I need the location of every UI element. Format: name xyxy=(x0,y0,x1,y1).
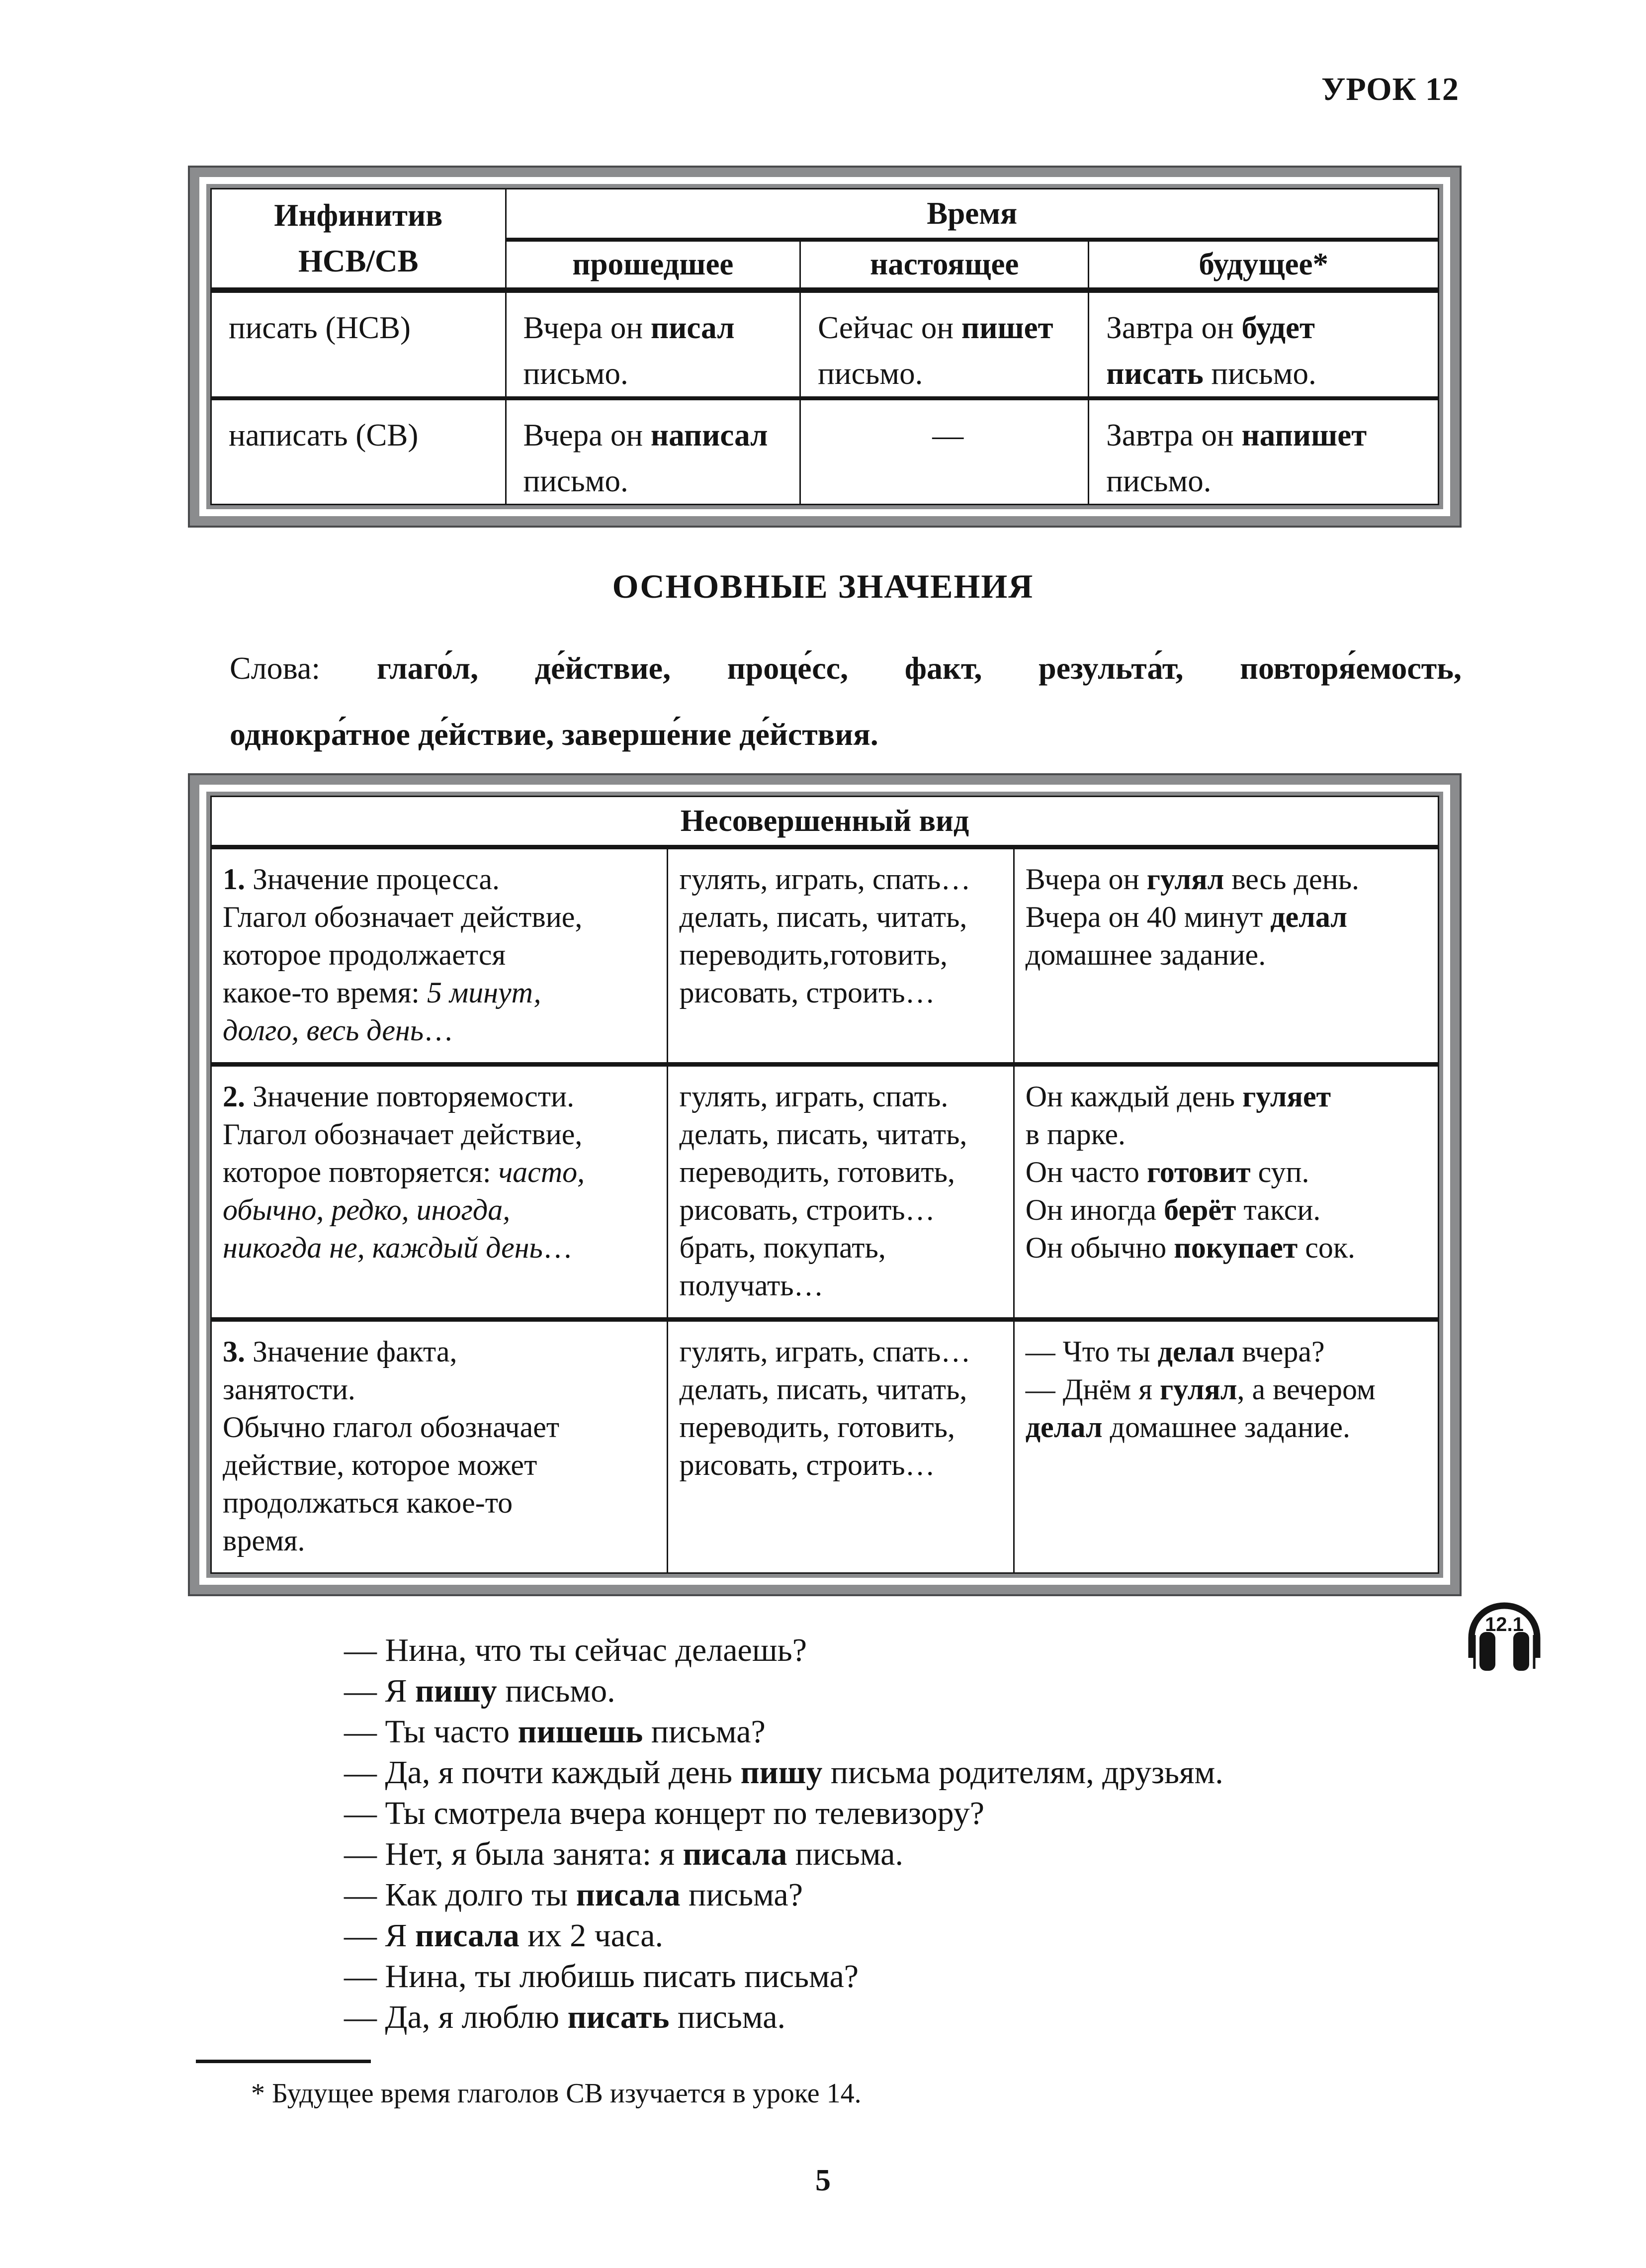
present-header-cell: настоящее xyxy=(800,240,1089,290)
dialogue-line: — Я писала их 2 часа. xyxy=(344,1917,663,1954)
aspect-table xyxy=(210,796,1439,1574)
key-words-line2: однокра́тное де́йствие, заверше́ние де́йствия. xyxy=(230,717,878,752)
dialogue-line: — Нина, ты любишь писать письма? xyxy=(344,1958,859,1995)
verbs-cell: гулять, играть, спать… делать, писать, читать, переводить,готовить, рисовать, строить… xyxy=(668,847,1014,1065)
table-row xyxy=(211,1065,1439,1320)
tense-table-frame xyxy=(188,166,1462,528)
present-cell: — xyxy=(800,398,1089,505)
section-heading: ОСНОВНЫЕ ЗНАЧЕНИЯ xyxy=(612,567,1034,605)
infinitive-header-line2: НСВ/СВ xyxy=(298,243,419,278)
past-cell: Вчера он написал письмо. xyxy=(506,398,800,505)
tense-table-frame-gap xyxy=(199,177,1450,516)
dialogue-line: — Я пишу письмо. xyxy=(344,1673,615,1709)
dialogue-line: — Нет, я была занята: я писала письма. xyxy=(344,1836,903,1872)
examples-cell: Вчера он гулял весь день. Вчера он 40 минут делал домашнее задание. xyxy=(1014,847,1438,1065)
dialogue-block xyxy=(344,1630,1487,2038)
key-words-line1: Слова: глаго́л, де́йствие, проце́сс, факт, результа́т, повторя́емость, xyxy=(230,650,1462,686)
aspect-table-frame-gray xyxy=(190,775,1460,1594)
verbs-cell: гулять, играть, спать… делать, писать, читать, переводить, готовить, рисовать, строить… xyxy=(668,1320,1014,1573)
infinitive-header-line1: Инфинитив xyxy=(274,198,443,233)
tense-table-frame-gray xyxy=(190,168,1460,526)
dialogue-line: — Да, я почти каждый день пишу письма родителям, друзьям. xyxy=(344,1754,1223,1791)
aspect-table-header-row xyxy=(211,797,1439,847)
examples-cell: — Что ты делал вчера? — Днём я гулял, а вечером делал домашнее задание. xyxy=(1014,1320,1438,1573)
examples-cell: Он каждый день гуляет в парке. Он часто готовит суп. Он иногда берёт такси. Он обычно покупает сок. xyxy=(1014,1065,1438,1320)
aspect-table-title-cell: Несовершенный вид xyxy=(211,797,1439,847)
footnote-divider xyxy=(196,2060,371,2063)
aspect-table-frame xyxy=(188,773,1462,1596)
tense-table-shadow xyxy=(206,184,1443,509)
table-row xyxy=(211,1320,1439,1573)
headphones-left-pad xyxy=(1479,1632,1495,1671)
table-row xyxy=(211,847,1439,1065)
lesson-header: УРОК 12 xyxy=(1321,71,1459,107)
aspect-table-frame-gap xyxy=(199,785,1450,1585)
key-words-paragraph xyxy=(230,647,1462,755)
meaning-cell: 1. Значение процесса. Глагол обозначает действие, которое продолжается какое-то время: 5 минут, долго, весь день… xyxy=(211,847,668,1065)
meaning-cell: 3. Значение факта, занятости. Обычно глагол обозначает действие, которое может продолжаться какое-то время. xyxy=(211,1320,668,1573)
dialogue-line: — Как долго ты писала письма? xyxy=(344,1877,803,1913)
infinitive-header-cell xyxy=(211,189,506,290)
past-cell: Вчера он писал письмо. xyxy=(506,290,800,399)
tense-table xyxy=(210,188,1439,505)
verbs-cell: гулять, играть, спать. делать, писать, читать, переводить, готовить, рисовать, строить… брать, покупать, получать… xyxy=(668,1065,1014,1320)
present-cell: Сейчас он пишет письмо. xyxy=(800,290,1089,399)
dialogue-line: — Ты часто пишешь письма? xyxy=(344,1714,766,1750)
tense-table-header-row-1 xyxy=(211,189,1439,240)
table-row xyxy=(211,398,1439,505)
infinitive-cell: написать (СВ) xyxy=(211,398,506,505)
meaning-cell: 2. Значение повторяемости. Глагол обозначает действие, которое повторяется: часто, обычно, редко, иногда, никогда не, каждый день… xyxy=(211,1065,668,1320)
page-number: 5 xyxy=(815,2164,831,2197)
table-row xyxy=(211,290,1439,399)
headphones-right-pad xyxy=(1513,1632,1529,1671)
future-cell: Завтра он напишет письмо. xyxy=(1089,398,1439,505)
headphones-audio-icon xyxy=(1462,1598,1547,1674)
past-header-cell: прошедшее xyxy=(506,240,800,290)
future-header-cell: будущее* xyxy=(1089,240,1439,290)
audio-track-number: 12.1 xyxy=(1485,1614,1524,1635)
dialogue-line: — Да, я люблю писать письма. xyxy=(344,1999,786,2035)
time-header-cell: Время xyxy=(506,189,1438,240)
footnote-text: * Будущее время глаголов СВ изучается в уроке 14. xyxy=(251,2078,862,2109)
future-cell: Завтра он будет писать письмо. xyxy=(1089,290,1439,399)
dialogue-line: — Ты смотрела вчера концерт по телевизору? xyxy=(344,1795,985,1831)
infinitive-cell: писать (НСВ) xyxy=(211,290,506,399)
aspect-table-shadow xyxy=(206,792,1443,1578)
dialogue-line: — Нина, что ты сейчас делаешь? xyxy=(344,1632,807,1668)
